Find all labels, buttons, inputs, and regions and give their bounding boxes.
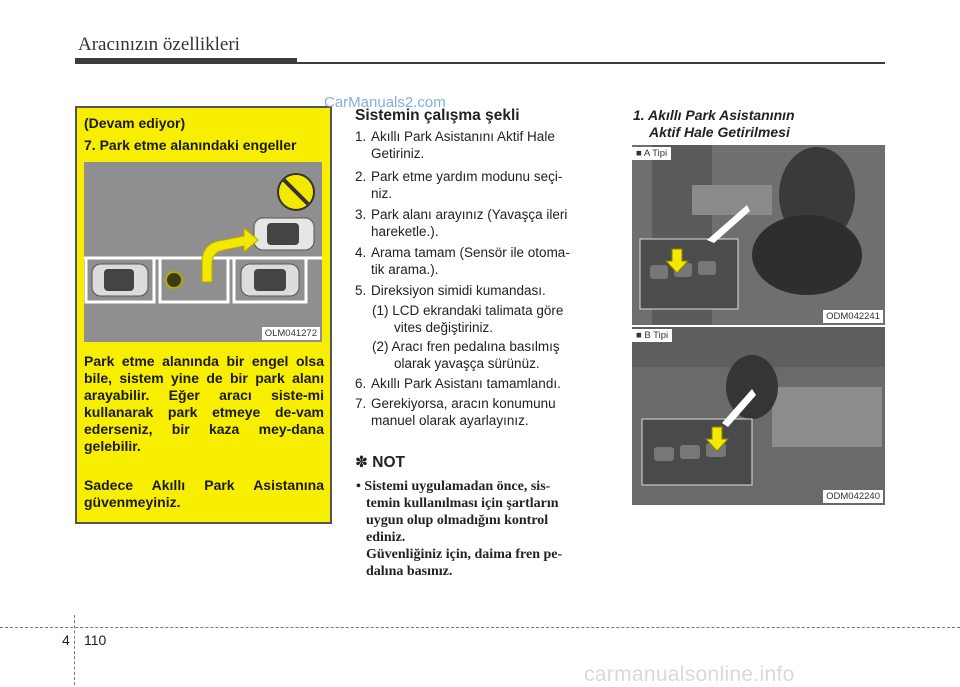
warning-paragraph: Park etme alanında bir engel olsa bile, sistem yine de bir park alanı arayabilir. Eğer aracı siste-mi kullanarak park etmeye de-vam ederseniz, bir kaza mey-dana gelebilir. — [84, 353, 324, 454]
step-7: 7. Gerekiyorsa, aracın konumunu manuel olarak ayarlayınız. — [355, 396, 556, 428]
photo-a-code: ODM042241 — [823, 310, 883, 323]
parking-obstacle-illustration — [84, 162, 322, 342]
chapter-title: Aracınızın özellikleri — [78, 34, 240, 55]
substep-2: (2) Aracı fren pedalına basılmış olarak yavaşça sürünüz. — [372, 339, 560, 371]
parking-diagram — [84, 162, 322, 342]
page-number: 110 — [84, 632, 107, 648]
console-photo-a — [632, 145, 885, 325]
warning-continued: (Devam ediyor) — [84, 115, 186, 131]
footer-divider — [74, 615, 75, 685]
substep-1: (1) LCD ekrandaki talimata göre vites değiştiriniz. — [372, 303, 564, 335]
warning-paragraph-2: Sadece Akıllı Park Asistanına güvenmeyiniz. — [84, 477, 324, 510]
step-6: 6. Akıllı Park Asistanı tamamlandı. — [355, 376, 561, 391]
step-2: 2. Park etme yardım modunu seçi- niz. — [355, 169, 563, 201]
right-heading: 1. Akıllı Park Asistanının Aktif Hale Getirilmesi — [633, 107, 795, 140]
type-a-label: ■ A Tipi — [632, 147, 671, 160]
note-body: • Sistemi uygulamadan önce, sis- temin kullanılması için şartların uygun olup olmadığını kontrol ediniz. Güvenliğiniz için, daima fren pe- dalına basınız. — [356, 479, 563, 579]
type-b-label: ■ B Tipi — [632, 329, 672, 342]
console-photo-b — [632, 327, 885, 505]
header-rule-thin — [297, 62, 885, 64]
note-heading: ✽ NOT — [355, 454, 406, 471]
step-1: 1. Akıllı Park Asistanını Aktif Hale Getiriniz. — [355, 129, 555, 161]
step-3: 3. Park alanı arayınız (Yavaşça ileri hareketle.). — [355, 207, 568, 239]
chapter-number: 4 — [62, 632, 70, 648]
photo-b-code: ODM042240 — [823, 490, 883, 503]
photo-type-b — [632, 327, 885, 505]
header-rule-thick — [75, 58, 297, 64]
step-4: 4. Arama tamam (Sensör ile otoma- tik arama.). — [355, 245, 570, 277]
warning-subtitle: 7. Park etme alanındaki engeller — [84, 137, 297, 153]
footer-rule — [0, 627, 960, 629]
step-5: 5. Direksiyon simidi kumandası. — [355, 283, 546, 298]
watermark: CarManuals2.com — [324, 94, 446, 111]
footer-watermark: carmanualsonline.info — [584, 663, 795, 686]
photo-type-a — [632, 145, 885, 325]
section-heading: Sistemin çalışma şekli — [355, 107, 520, 124]
image-code: OLM041272 — [262, 327, 320, 340]
